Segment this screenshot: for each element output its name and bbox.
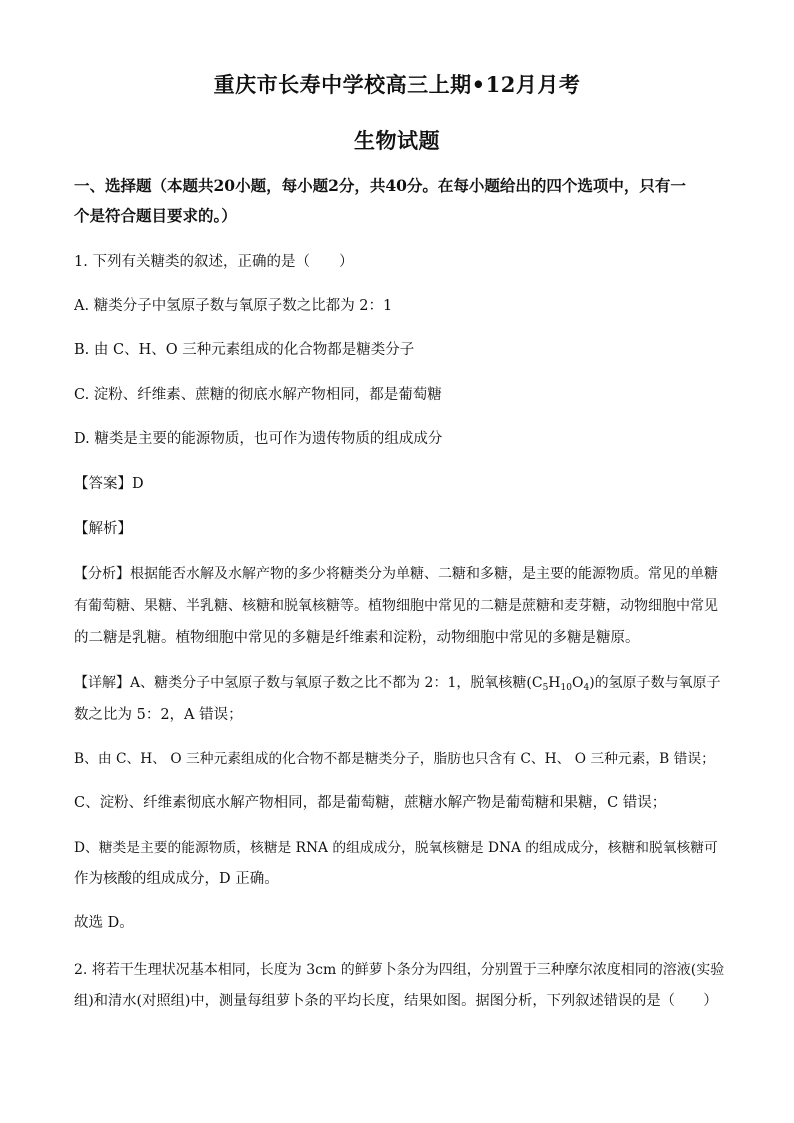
xiangjie-a-pre: 【详解】A、糖类分子中氢原子数与氧原子数之比不都为 2：1，脱氧核糖( <box>74 675 532 691</box>
fenxi-line1: 【分析】根据能否水解及水解产物的多少将糖类分为单糖、二糖和多糖，是主要的能源物质。常见的单糖 <box>74 566 718 582</box>
xiangjie-d-line1: D、糖类是主要的能源物质，核糖是 RNA 的组成成分，脱氧核糖是 DNA 的组成成分，核糖和脱氧核糖可 <box>74 840 718 856</box>
xiangjie-c: C、淀粉、纤维素彻底水解产物相同，都是葡萄糖，蔗糖水解产物是葡萄糖和果糖，C 错误； <box>74 795 667 811</box>
xiangjie-d-line2: 作为核酸的组成成分，D 正确。 <box>74 871 279 887</box>
formula-o-sub: 4 <box>583 683 590 693</box>
q1-option-b: B. 由 C、H、O 三种元素组成的化合物都是糖类分子 <box>74 342 415 358</box>
xiangjie-a-post: )的氢原子数与氧原子 <box>589 675 721 691</box>
fenxi-line3: 的二糖是乳糖。植物细胞中常见的多糖是纤维素和淀粉，动物细胞中常见的多糖是糖原。 <box>74 630 640 646</box>
exam-title: 重庆市长寿中学校高三上期•12月月考 <box>213 72 581 97</box>
q1-option-c: C. 淀粉、纤维素、蔗糖的彻底水解产物相同，都是葡萄糖 <box>74 387 442 403</box>
xiangjie-b: B、由 C、H、 O 三种元素组成的化合物不都是糖类分子，脂肪也只含有 C、H、 O 三种元素，B 错误； <box>74 751 715 767</box>
q2-stem-line2: 组)和清水(对照组)中，测量每组萝卜条的平均长度，结果如图。据图分析，下列叙述错误的是（ ） <box>74 993 718 1009</box>
analysis-tag: 【解析】 <box>74 521 132 537</box>
section-heading-line2: 个是符合题目要求的。） <box>74 206 237 225</box>
section-heading-line1: 一、选择题（本题共20小题，每小题2分，共40分。在每小题给出的四个选项中，只有一 <box>74 176 686 195</box>
formula-h-sub: 10 <box>560 683 572 693</box>
formula-c-sub: 5 <box>542 683 549 693</box>
fenxi-line2: 有葡萄糖、果糖、半乳糖、核糖和脱氧核糖等。植物细胞中常见的二糖是蔗糖和麦芽糖，动物细胞中常见 <box>74 598 718 614</box>
q2-stem-line1: 2. 将若干生理状况基本相同，长度为 3cm 的鲜萝卜条分为四组，分别置于三种摩尔浓度相同的溶液(实验 <box>74 962 725 978</box>
xiangjie-a-line1 <box>74 673 724 698</box>
subject-title: 生物试题 <box>354 128 440 153</box>
conclusion: 故选 D。 <box>74 915 134 931</box>
formula-h: H <box>548 675 561 691</box>
formula-o: O <box>571 675 584 691</box>
q1-option-a: A. 糖类分子中氢原子数与氧原子数之比都为 2：1 <box>74 298 393 314</box>
q1-option-d: D. 糖类是主要的能源物质，也可作为遗传物质的组成成分 <box>74 431 443 447</box>
formula-c: C <box>531 675 543 691</box>
deoxyribose-formula <box>532 675 589 691</box>
q1-stem: 1. 下列有关糖类的叙述，正确的是（ ） <box>74 254 354 270</box>
xiangjie-a-line2: 数之比为 5：2，A 错误； <box>74 707 243 723</box>
q1-answer <box>74 474 724 494</box>
answer-tag: 【答案】 <box>74 476 132 492</box>
answer-value: D <box>132 476 144 492</box>
